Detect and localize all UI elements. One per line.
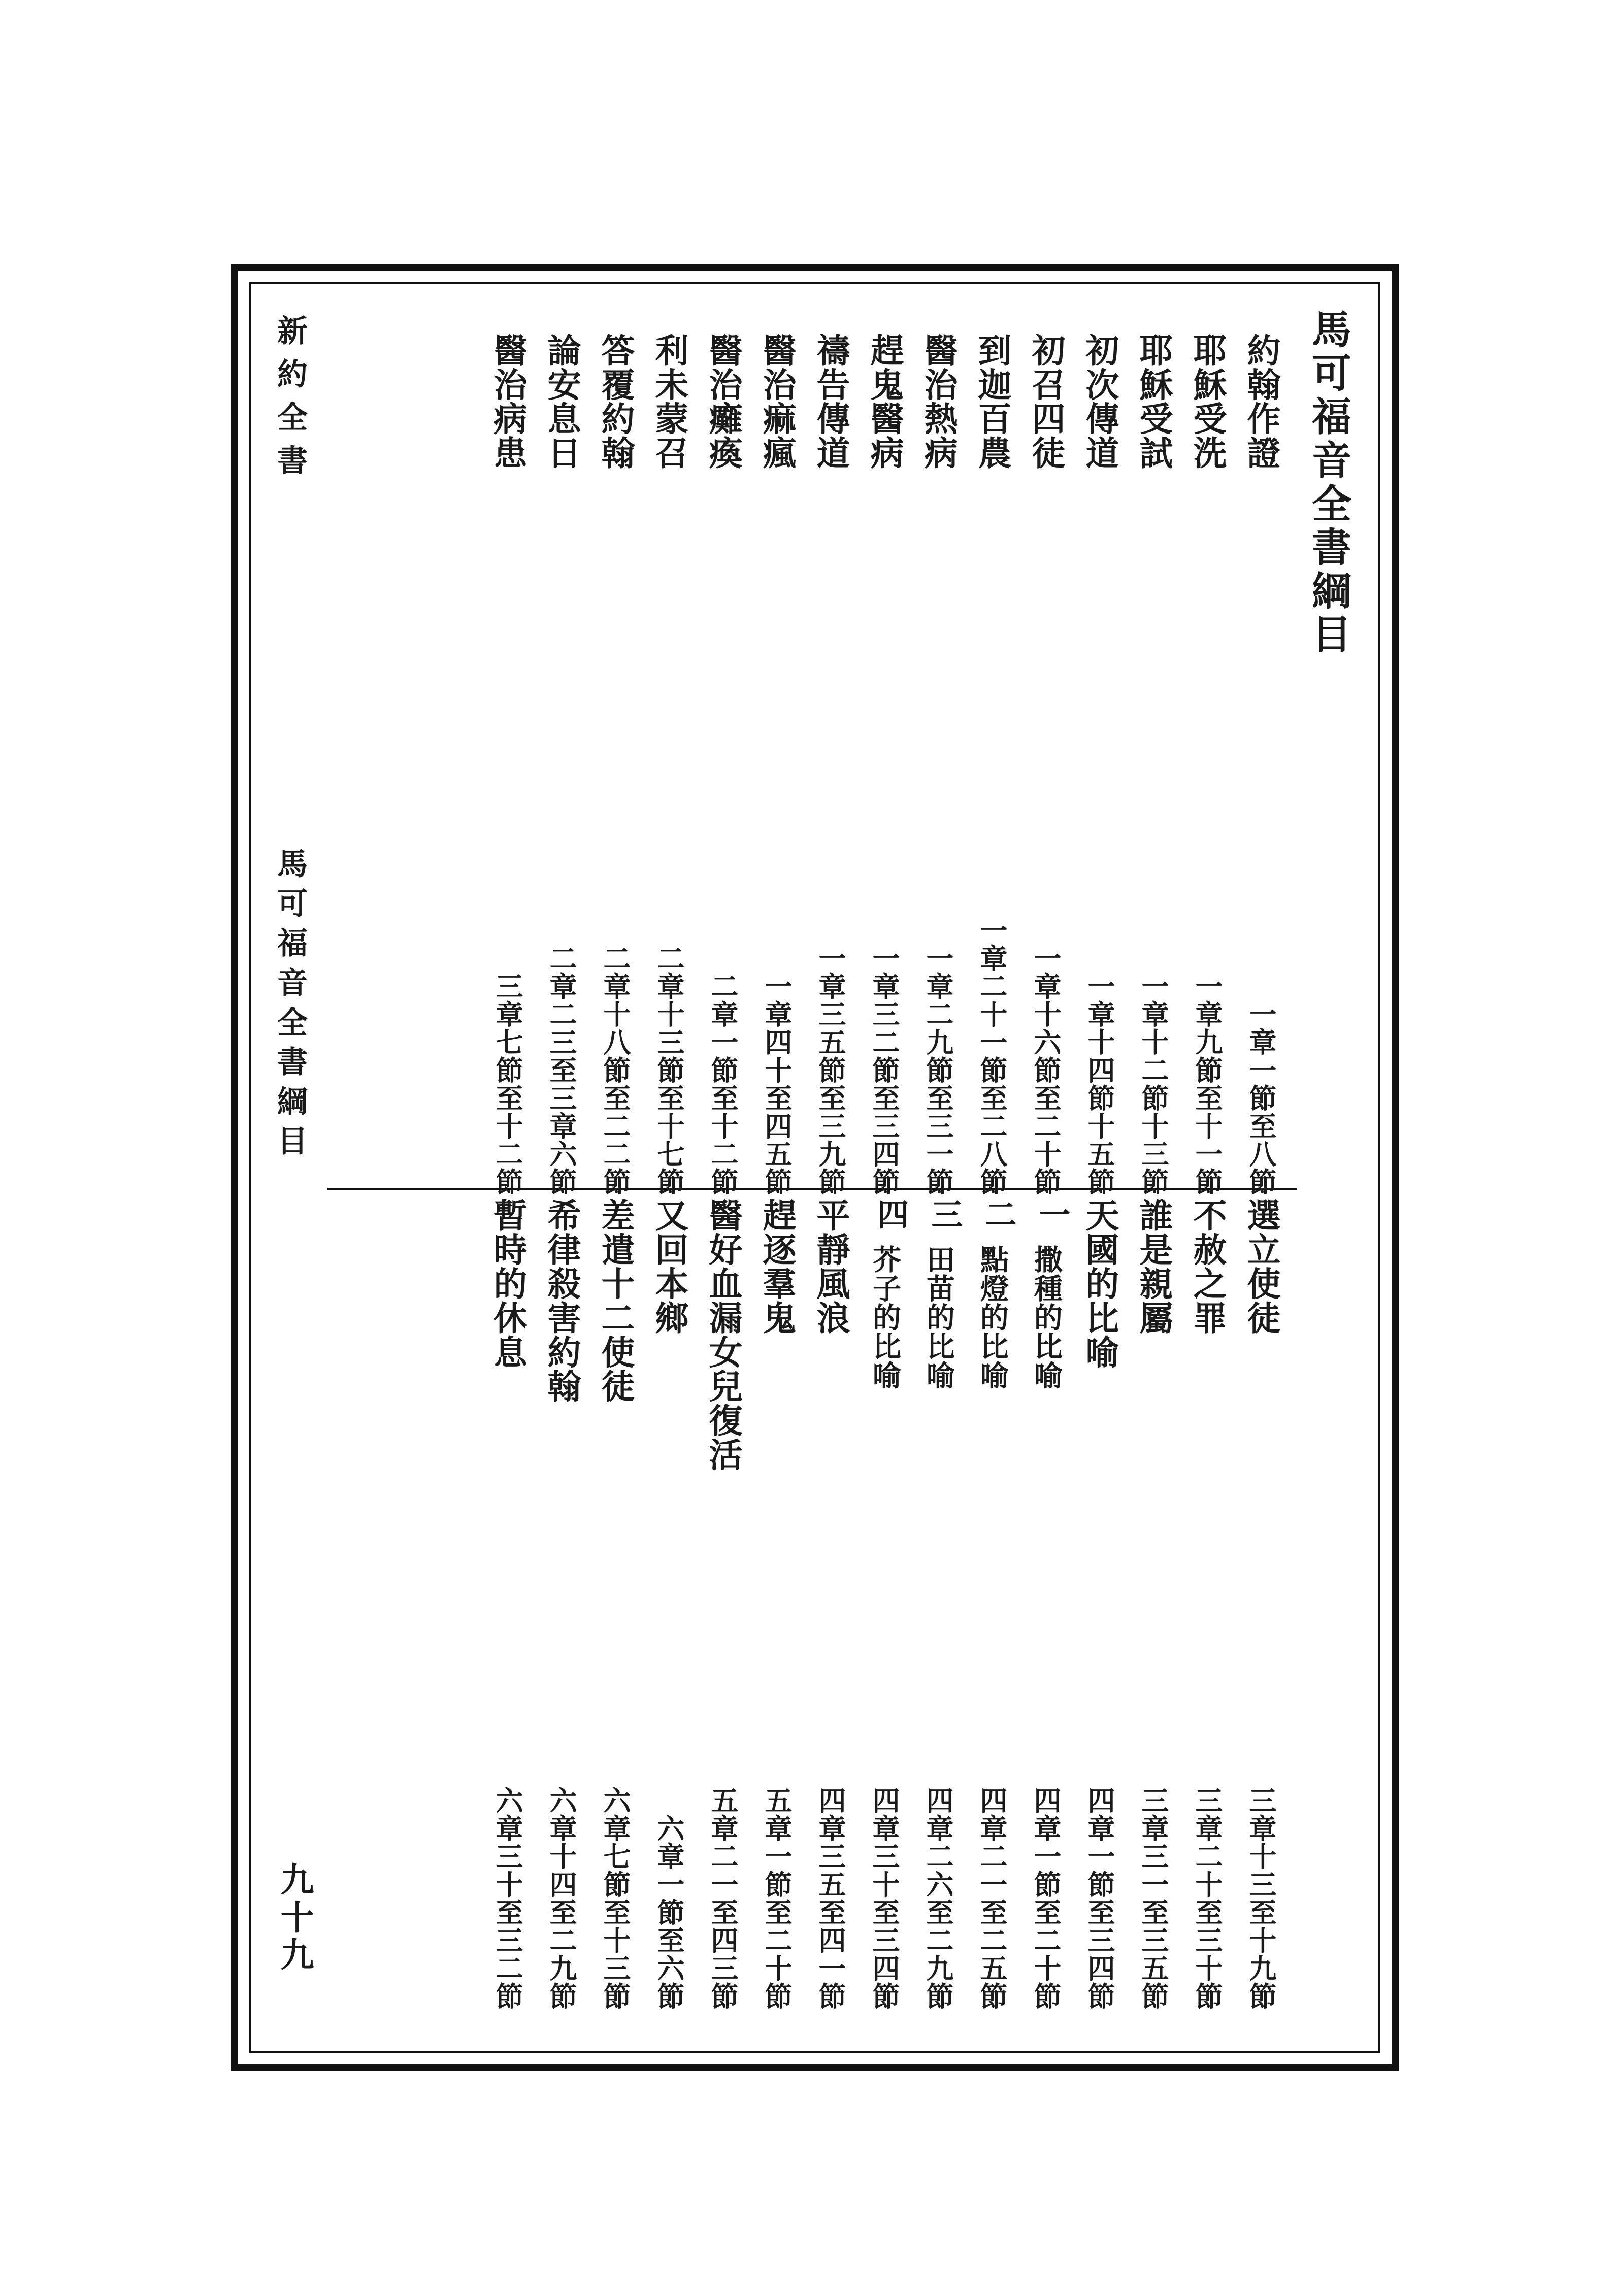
toc-entry[interactable]: [868, 1198, 914, 2010]
toc-entry[interactable]: [542, 1198, 591, 2010]
toc-entry[interactable]: [972, 333, 1022, 1196]
toc-entry[interactable]: [918, 333, 968, 1196]
toc-entry-label: 初次傳道: [1080, 333, 1119, 470]
toc-entry-reference: 四章二六至二九節: [922, 1786, 954, 2010]
toc-entry-marker: 四: [872, 1198, 909, 1232]
toc-entry-label: 禱告傳道: [811, 333, 850, 470]
toc-entry-reference: 四章三十至三四節: [868, 1786, 901, 2010]
toc-entry[interactable]: [488, 333, 538, 1196]
toc-entry[interactable]: [488, 1198, 538, 2010]
toc-entry-reference: 一章三五節至三九節: [814, 944, 847, 1196]
toc-entry-reference: 四章一節至二十節: [1030, 1786, 1062, 2010]
toc-entry-reference: 六章七節至十三節: [599, 1786, 632, 2010]
toc-entry-label: 趕逐羣鬼: [757, 1198, 797, 1335]
toc-entry-label: 醫治痲瘋: [757, 333, 797, 470]
toc-entry-label: 醫治熱病: [918, 333, 958, 470]
toc-entry-reference: 四章一節至三四節: [1083, 1786, 1116, 2010]
toc-entry-label: 芥子的比喻: [868, 1245, 902, 1390]
toc-entry-label: 選立使徒: [1241, 1198, 1281, 1335]
toc-entry-reference: 六章一節至六節: [653, 1814, 685, 2010]
toc-entry-label: 到迦百農: [972, 333, 1012, 470]
toc-entry[interactable]: [757, 333, 807, 1196]
toc-entry-label: 論安息日: [542, 333, 581, 470]
running-head-section: 馬可福音全書綱目: [272, 848, 308, 1164]
toc-entry-marker: 二: [980, 1198, 1017, 1232]
toc-entry-marker: 一: [1034, 1198, 1071, 1232]
toc-entry-label: 初召四徒: [1026, 333, 1066, 470]
toc-entry-label: 田苗的比喻: [922, 1245, 955, 1390]
toc-entry[interactable]: [757, 1198, 807, 2010]
toc-entry-reference: 三章三一至三五節: [1137, 1786, 1170, 2010]
toc-entry-marker: 三: [926, 1198, 963, 1232]
toc-entry[interactable]: [811, 1198, 861, 2010]
toc-entry[interactable]: [703, 1198, 753, 2010]
toc-entry-label: 希律殺害約翰: [542, 1198, 581, 1403]
toc-entry-reference: 五章二一至四三節: [707, 1786, 739, 2010]
toc-entry-label: 不赦之罪: [1187, 1198, 1227, 1335]
toc-entry[interactable]: [1080, 333, 1130, 1196]
toc-entry[interactable]: [649, 333, 699, 1196]
toc-entry-reference: 三章十三至十九節: [1245, 1786, 1277, 2010]
toc-entry[interactable]: [1134, 333, 1183, 1196]
toc-entry-label: 平靜風浪: [811, 1198, 850, 1335]
page-number: 九十九: [275, 1862, 314, 1975]
toc-entry-label: 醫治病患: [488, 333, 527, 470]
toc-entry-reference: 六章三十至三二節: [491, 1786, 524, 2010]
toc-entry-reference: 一章九節至十一節: [1191, 972, 1224, 1196]
toc-entry-reference: 一章一節至八節: [1245, 1000, 1277, 1196]
toc-entry-label: 耶穌受洗: [1187, 333, 1227, 470]
toc-entry-label: 約翰作證: [1241, 333, 1281, 470]
toc-entry[interactable]: [921, 1198, 968, 2010]
running-head-book: 新約全書: [272, 315, 308, 488]
toc-entry[interactable]: [1241, 1198, 1291, 2010]
toc-entry-label: 點燈的比喻: [976, 1245, 1009, 1390]
toc-entry-reference: 二章二三至三章六節: [545, 944, 578, 1196]
page-title: 馬可福音全書綱目: [1305, 309, 1351, 657]
toc-entry-reference: 二章十八節至二二節: [599, 944, 632, 1196]
toc-entry-label: 醫治癱瘓: [703, 333, 743, 470]
toc-entry[interactable]: [596, 1198, 645, 2010]
toc-entry-reference: 一章十六節至二十節: [1030, 944, 1062, 1196]
toc-entry-reference: 一章二十一節至二八節: [976, 916, 1008, 1196]
toc-entry-reference: 一章十二節十三節: [1137, 972, 1170, 1196]
toc-entry[interactable]: [1080, 1198, 1130, 2010]
toc-entry-label: 差遣十二使徒: [596, 1198, 635, 1403]
toc-entry[interactable]: [1187, 333, 1237, 1196]
toc-entry-label: 又回本鄉: [649, 1198, 689, 1335]
toc-entry-reference: 一章二九節至三一節: [922, 944, 954, 1196]
toc-entry-reference: 一章十四節十五節: [1083, 972, 1116, 1196]
toc-entry-reference: 二章一節至十二節: [707, 972, 739, 1196]
toc-entry-reference: 四章二一至二五節: [976, 1786, 1008, 2010]
toc-entry[interactable]: [703, 333, 753, 1196]
toc-entry-label: 答覆約翰: [596, 333, 635, 470]
toc-entry-reference: 二章十三節至十七節: [653, 944, 685, 1196]
toc-entry-label: 暫時的休息: [488, 1198, 527, 1369]
toc-entry-reference: 五章一節至二十節: [761, 1786, 793, 2010]
toc-entry[interactable]: [865, 333, 914, 1196]
toc-entry[interactable]: [542, 333, 591, 1196]
toc-entry-reference: 六章十四至二九節: [545, 1786, 578, 2010]
toc-entry[interactable]: [975, 1198, 1022, 2010]
toc-entry[interactable]: [1241, 333, 1291, 1196]
toc-entry-label: 撒種的比喻: [1030, 1245, 1063, 1390]
toc-entry[interactable]: [1026, 333, 1076, 1196]
toc-entry[interactable]: [1187, 1198, 1237, 2010]
toc-entry-label: 天國的比喻: [1080, 1198, 1119, 1369]
toc-entry[interactable]: [596, 333, 645, 1196]
toc-entry-label: 耶穌受試: [1134, 333, 1173, 470]
toc-entry-reference: 四章三五至四一節: [814, 1786, 847, 2010]
toc-entry-reference: 三章七節至十二節: [491, 972, 524, 1196]
toc-entry-reference: 三章二十至三十節: [1191, 1786, 1224, 2010]
toc-entry-reference: 一章三二節至三四節: [868, 944, 901, 1196]
toc-entry-reference: 一章四十至四五節: [761, 972, 793, 1196]
toc-entry-label: 誰是親屬: [1134, 1198, 1173, 1335]
page-inner-border: [249, 282, 1380, 2053]
toc-entry[interactable]: [1134, 1198, 1183, 2010]
toc-entry[interactable]: [811, 333, 861, 1196]
toc-entry[interactable]: [649, 1198, 699, 2010]
toc-entry-label: 趕鬼醫病: [865, 333, 904, 470]
page-frame: [231, 264, 1399, 2071]
toc-entry-label: 利未蒙召: [649, 333, 689, 470]
toc-entry-label: 醫好血漏女兒復活: [703, 1198, 743, 1472]
toc-entry[interactable]: [1029, 1198, 1076, 2010]
